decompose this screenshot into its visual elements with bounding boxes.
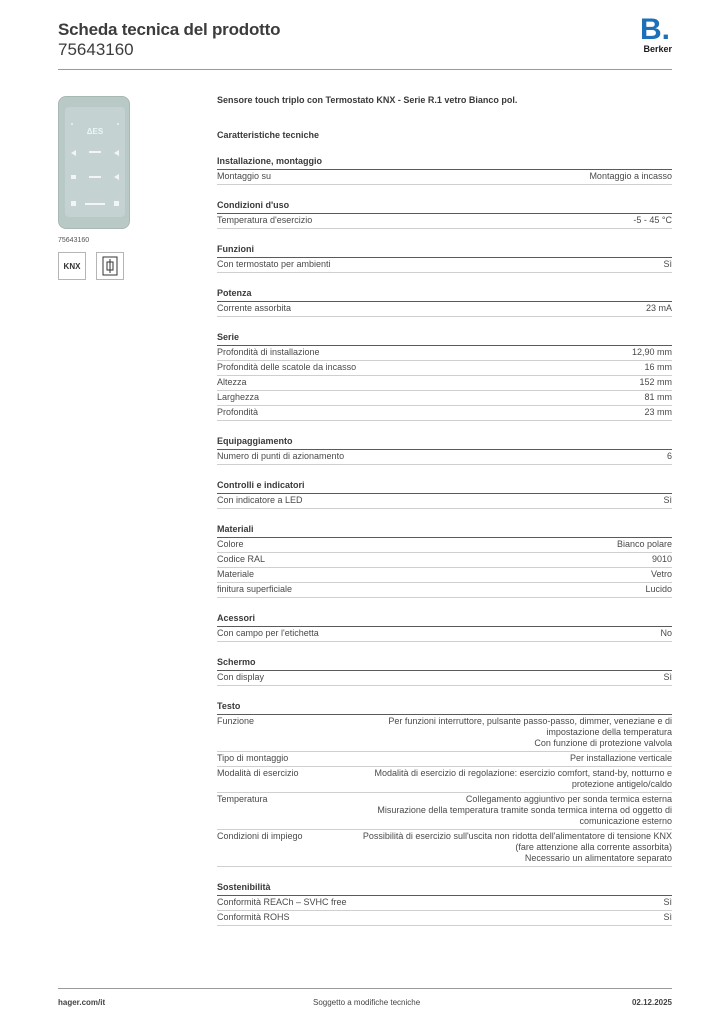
spec-label: Altezza (217, 377, 247, 387)
spec-row (217, 896, 672, 911)
spec-row (217, 793, 672, 830)
spec-section (217, 332, 672, 421)
spec-row (217, 302, 672, 317)
spec-value: Montaggio a incasso (589, 171, 672, 181)
spec-row (217, 568, 672, 583)
section-title: Testo (217, 701, 672, 715)
spec-row (217, 361, 672, 376)
section-title: Controlli e indicatori (217, 480, 672, 494)
touch-sensor-illustration (59, 97, 131, 230)
spec-row (217, 830, 672, 867)
section-title: Potenza (217, 288, 672, 302)
spec-label: Profondità delle scatole da incasso (217, 362, 357, 372)
spec-label: Conformità REACh – SVHC free (217, 897, 347, 907)
spec-value: Vetro (650, 569, 672, 579)
spec-value: Sì (663, 672, 672, 682)
section-title: Schermo (217, 657, 672, 671)
spec-value: Per funzioni interruttore, pulsante passo-passo, dimmer, veneziane e di impostazione della temperatura Con funzione di protezione valvola (388, 716, 672, 748)
spec-label: Con termostato per ambienti (217, 259, 331, 269)
spec-section (217, 480, 672, 509)
spec-value: Sì (663, 495, 672, 505)
spec-value: -5 - 45 °C (633, 215, 672, 225)
berker-logo (638, 13, 672, 56)
spec-value: Collegamento aggiuntivo per sonda termica esterna Misurazione della temperatura tramite sonda termica interna od oggetto di comunicazione esterno (377, 794, 672, 826)
spec-section (217, 613, 672, 642)
display-readout: ΔES (86, 127, 104, 136)
spec-value: 23 mA (645, 303, 672, 313)
specs-heading: Caratteristiche tecniche (217, 130, 320, 140)
spec-row (217, 553, 672, 568)
spec-label: Temperatura d'esercizio (217, 215, 313, 225)
spec-row (217, 911, 672, 926)
spec-section (217, 288, 672, 317)
logo-letter: B. (640, 13, 670, 46)
footer-website: hager.com/it (58, 998, 106, 1007)
spec-value: Bianco polare (616, 539, 672, 549)
spec-label: Profondità (217, 407, 259, 417)
spec-label: Codice RAL (217, 554, 266, 564)
spec-label: Tipo di montaggio (217, 753, 289, 763)
spec-label: Con campo per l'etichetta (217, 628, 319, 638)
footer-date: 02.12.2025 (631, 998, 672, 1007)
spec-value: Sì (663, 259, 672, 269)
footer-divider (58, 988, 672, 989)
spec-label: Funzione (217, 716, 255, 726)
spec-value: 16 mm (644, 362, 672, 372)
image-caption-code: 75643160 (58, 237, 90, 244)
spec-value: 81 mm (644, 392, 672, 402)
spec-row (217, 450, 672, 465)
section-title: Materiali (217, 524, 672, 538)
product-code-title: 75643160 (58, 40, 134, 59)
spec-row (217, 752, 672, 767)
spec-value: Modalità di esercizio di regolazione: esercizio comfort, stand-by, notturno e protezione antigelo/caldo (374, 768, 672, 789)
spec-row (217, 258, 672, 273)
logo-wordmark: Berker (643, 44, 672, 54)
spec-row (217, 494, 672, 509)
section-title: Equipaggiamento (217, 436, 672, 450)
spec-label: Con indicatore a LED (217, 495, 303, 505)
spec-section (217, 882, 672, 926)
spec-row (217, 767, 672, 793)
spec-row (217, 627, 672, 642)
spec-label: Modalità di esercizio (217, 768, 299, 778)
spec-row (217, 214, 672, 229)
section-title: Sostenibilità (217, 882, 672, 896)
spec-value: Lucido (645, 584, 672, 594)
spec-value: No (660, 628, 672, 638)
flush-mount-icon (96, 252, 124, 280)
knx-icon-label: KNX (63, 261, 81, 271)
spec-label: Numero di punti di azionamento (217, 451, 345, 461)
spec-row (217, 671, 672, 686)
spec-label: Materiale (217, 569, 255, 579)
spec-section (217, 701, 672, 867)
footer-notice: Soggetto a modifiche tecniche (313, 998, 421, 1007)
spec-value: Sì (663, 912, 672, 922)
spec-sheet-main (217, 94, 672, 926)
product-name: Sensore touch triplo con Termostato KNX - Serie R.1 vetro Bianco pol. (217, 95, 518, 105)
page-title: Scheda tecnica del prodotto (58, 20, 281, 39)
spec-section (217, 657, 672, 686)
certification-icons (58, 252, 138, 280)
spec-sections (217, 156, 672, 926)
spec-label: Colore (217, 539, 244, 549)
product-photo (58, 96, 130, 229)
spec-label: Larghezza (217, 392, 260, 402)
spec-value: 9010 (651, 554, 672, 564)
spec-row (217, 346, 672, 361)
spec-row (217, 715, 672, 752)
KNX-icon (58, 252, 86, 280)
spec-label: Profondità di installazione (217, 347, 320, 357)
spec-label: Temperatura (217, 794, 268, 804)
section-title: Funzioni (217, 244, 672, 258)
spec-label: Condizioni di impiego (217, 831, 303, 841)
spec-row (217, 170, 672, 185)
document-header (58, 13, 672, 70)
section-title: Serie (217, 332, 672, 346)
spec-row (217, 538, 672, 553)
section-title: Installazione, montaggio (217, 156, 672, 170)
spec-row (217, 376, 672, 391)
product-image-column (58, 96, 138, 280)
spec-label: Con display (217, 672, 265, 682)
spec-value: Per installazione verticale (569, 753, 672, 763)
section-title: Acessori (217, 613, 672, 627)
spec-row (217, 583, 672, 598)
spec-label: Conformità ROHS (217, 912, 290, 922)
spec-row (217, 406, 672, 421)
spec-value: Possibilità di esercizio sull'uscita non ridotta dell'alimentatore di tensione KNX (fare attenzione alla corrente assorbita) Necessario un alimentatore separato (362, 831, 672, 863)
spec-value: 152 mm (639, 377, 672, 387)
spec-value: 6 (666, 451, 672, 461)
spec-section (217, 436, 672, 465)
spec-label: finitura superficiale (217, 584, 293, 594)
section-title: Condizioni d'uso (217, 200, 672, 214)
spec-value: 23 mm (644, 407, 672, 417)
spec-value: 12,90 mm (631, 347, 672, 357)
spec-section (217, 524, 672, 598)
spec-section (217, 200, 672, 229)
spec-value: Sì (663, 897, 672, 907)
spec-section (217, 156, 672, 185)
header-divider (58, 69, 672, 70)
spec-section (217, 244, 672, 273)
spec-label: Corrente assorbita (217, 303, 292, 313)
spec-row (217, 391, 672, 406)
spec-label: Montaggio su (217, 171, 272, 181)
